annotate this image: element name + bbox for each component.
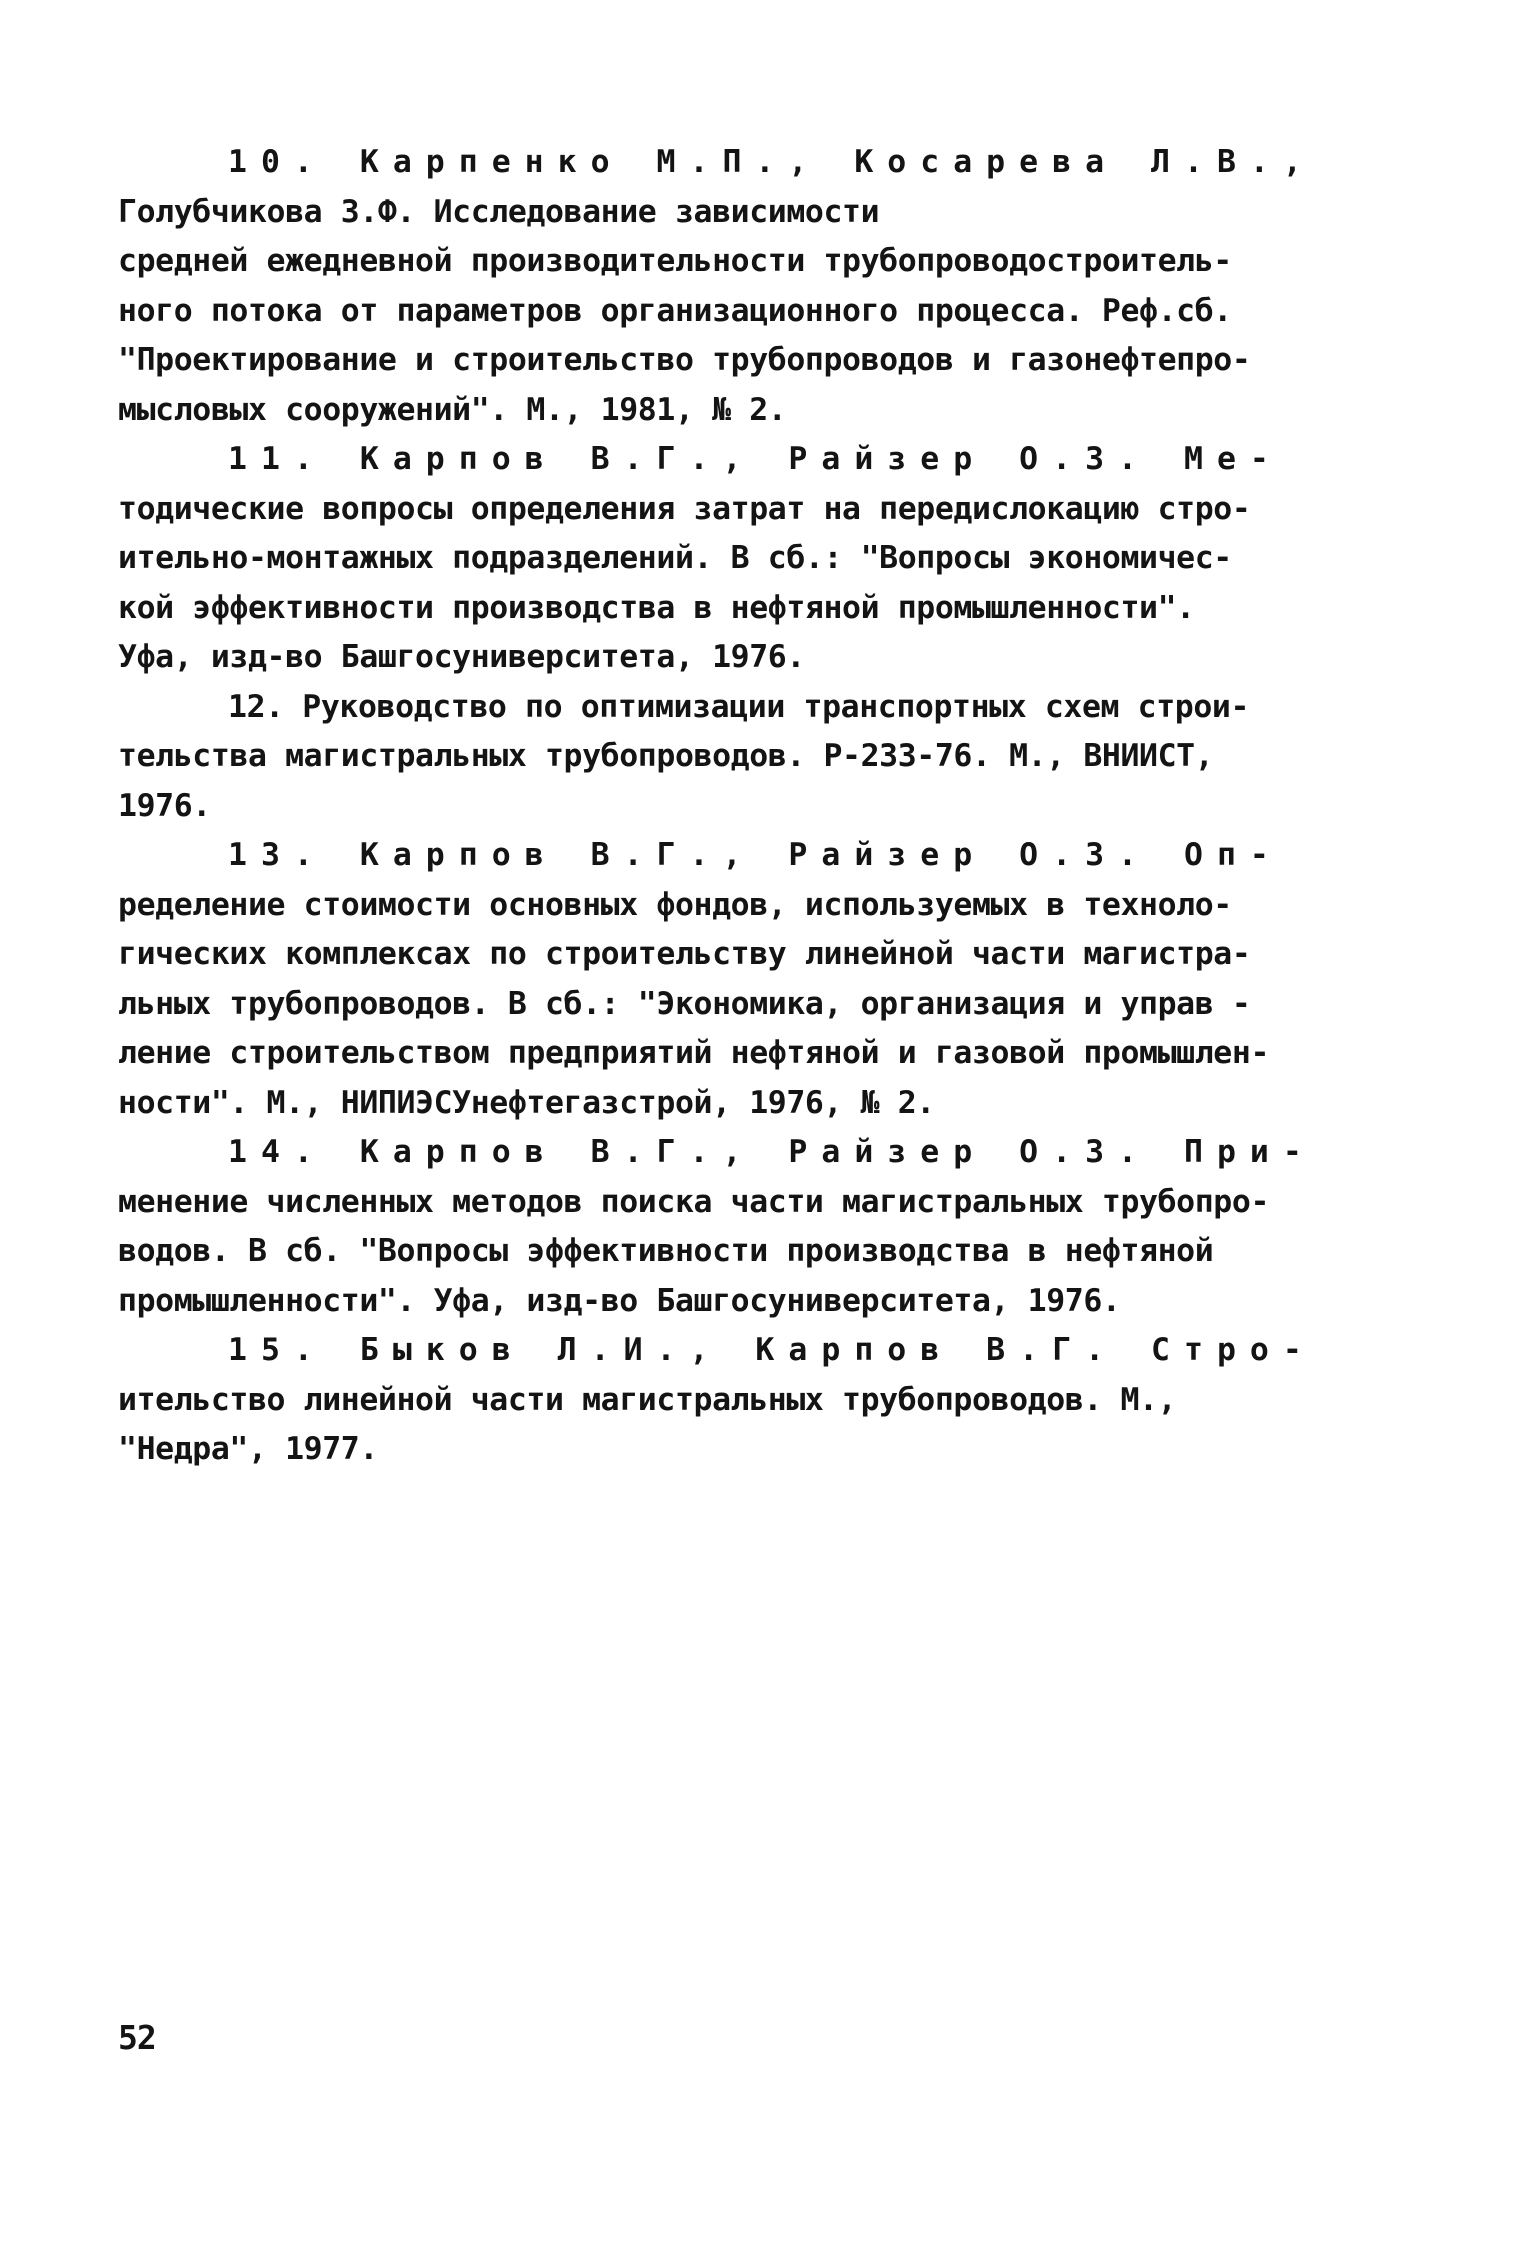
reference-line: водов. В сб. "Вопросы эффективности производства в нефтяной [118,1233,1214,1269]
reference-line: кой эффективности производства в нефтяной промышленности". [118,589,1195,626]
reference-line: льных трубопроводов. В сб.: "Экономика, организация и управ - [118,985,1251,1022]
reference-item-14 [118,1128,1403,1326]
reference-line: тодические вопросы определения затрат на передислокацию стро- [118,490,1251,527]
reference-list [118,138,1403,1475]
reference-line: ительно-монтажных подразделений. В сб.: "Вопросы экономичес- [118,540,1232,576]
reference-line: средней ежедневной производительности трубопроводостроитель- [118,243,1232,279]
page-number: 52 [118,2018,156,2057]
reference-line: 11. Карпов В.Г., Райзер О.З. Ме- [228,441,1283,477]
reference-line: гических комплексах по строительству линейной части магистра- [118,936,1251,972]
reference-line: Голубчикова З.Ф. Исследование зависимости [118,193,880,230]
reference-line: 13. Карпов В.Г., Райзер О.З. Оп- [228,837,1283,873]
reference-line: 12. Руководство по оптимизации транспортных схем строи- [228,688,1250,725]
reference-line: Уфа, изд-во Башгосуниверситета, 1976. [118,639,805,675]
reference-line: 1976. [118,787,211,824]
reference-item-13 [118,831,1403,1128]
reference-line: ного потока от параметров организационного процесса. Реф.сб. [118,292,1232,329]
reference-item-10 [118,138,1403,435]
reference-line: 15. Быков Л.И., Карпов В.Г. Стро- [228,1332,1316,1368]
reference-line: 10. Карпенко М.П., Косарева Л.В., [228,144,1316,180]
reference-item-15 [118,1326,1403,1475]
reference-line: "Недра", 1977. [118,1431,378,1467]
reference-line: мысловых сооружений". М., 1981, № 2. [118,391,787,428]
reference-line: 14. Карпов В.Г., Райзер О.З. При- [228,1134,1316,1170]
reference-line: ительство линейной части магистральных трубопроводов. М., [118,1381,1177,1418]
reference-line: "Проектирование и строительство трубопроводов и газонефтепро- [118,342,1251,378]
reference-line: ности". М., НИПИЭСУнефтегазстрой, 1976, № 2. [118,1084,935,1121]
reference-item-11 [118,435,1403,683]
reference-item-12 [118,683,1403,832]
reference-line: ление строительством предприятий нефтяной и газовой промышлен- [118,1035,1270,1071]
reference-line: тельства магистральных трубопроводов. Р-233-76. М., ВНИИСТ, [118,738,1214,774]
reference-line: менение численных методов поиска части магистральных трубопро- [118,1183,1270,1220]
reference-line: промышленности". Уфа, изд-во Башгосуниверситета, 1976. [118,1282,1121,1319]
reference-line: ределение стоимости основных фондов, используемых в техноло- [118,886,1232,923]
